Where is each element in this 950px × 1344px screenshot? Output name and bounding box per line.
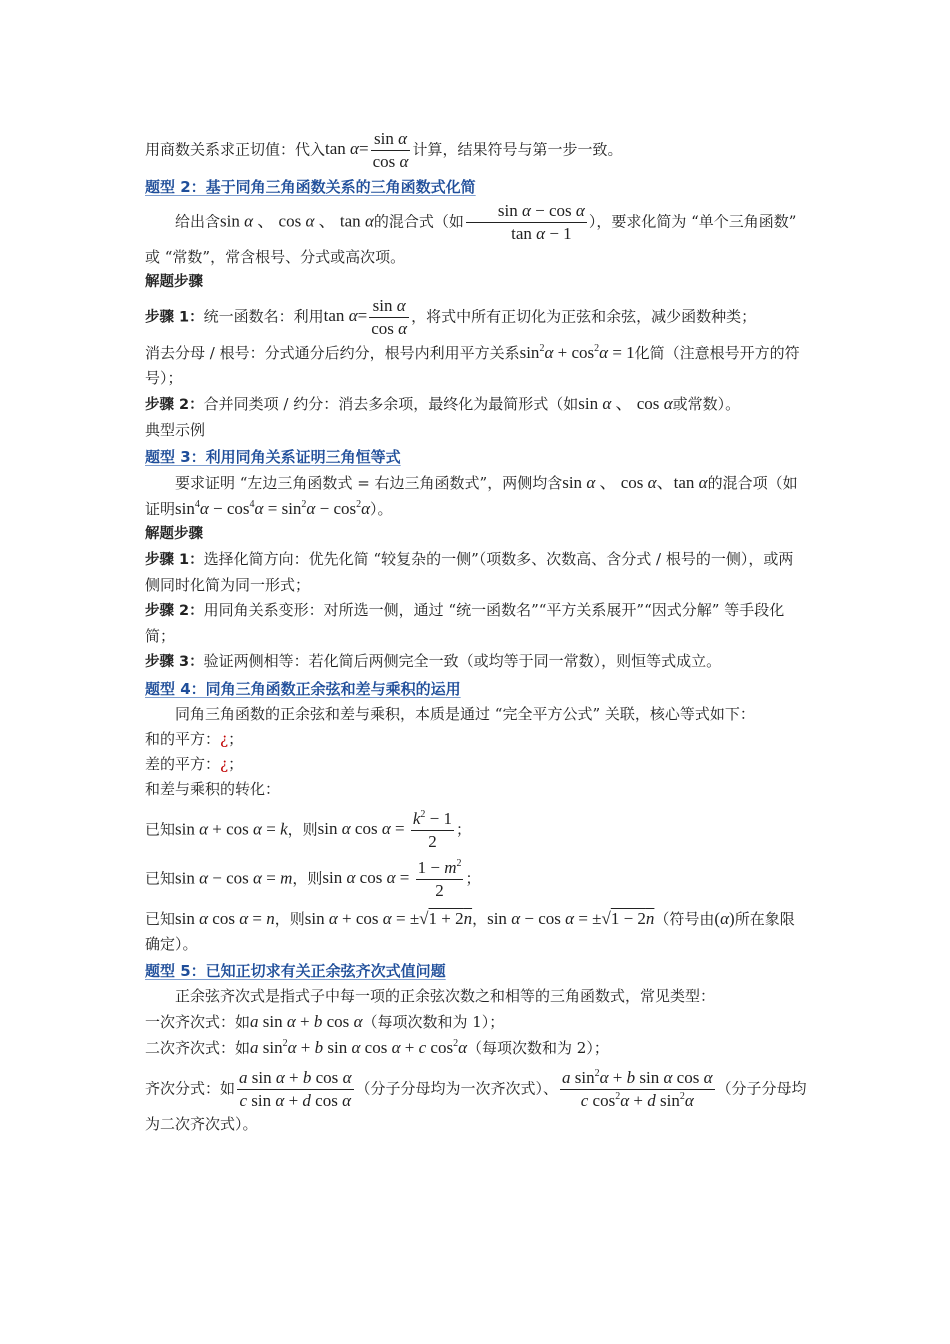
formula: a $\sin^2\alpha + b$ sin α cos α + c $\cos^2\alpha$ xyxy=(250,1038,468,1057)
t4-known-3: 已知sin α cos α = n，则sin α + cos α = ±√1 + 2n，sin α − cos α = ±√1 − 2n（符号由(α)所在象限确定）。 xyxy=(145,909,795,953)
steps-label: 解题步骤 xyxy=(145,274,203,290)
formula: sin α 、 cos α、tan α xyxy=(562,473,708,492)
formula: $\frac{\text{sin α − cos α}}{\text{tan α − 1}}$ xyxy=(464,211,589,230)
t2-step-1b: 消去分母 / 根号：分式通分后约分，根号内利用平方关系$\sin^2\alpha + \cos^2\alpha = 1$化简（注意根号开方的符号）； xyxy=(145,343,800,387)
formula: sin α − cos α = m xyxy=(175,868,293,888)
t3-step-1: 步骤 1：选择化简方向：优先化简 “较复杂的一侧”（项数多、次数高、含分式 / 根号的一侧），或两侧同时化简为同一形式； xyxy=(145,550,794,594)
section-heading-3: 题型 3：利用同角关系证明三角恒等式 xyxy=(145,448,401,466)
formula: a sin α + b cos α xyxy=(250,1012,363,1031)
formula: sin α cos α = $\frac{1 - m^2}{2}$ xyxy=(322,858,462,900)
t5-line-3: 齐次分式：如 $\frac{\text{a sin α + b cos α}}{\text{c sin α + d cos α}}$ （分子分母均为一次齐次式）、 $\frac{a \sin^2\alpha + b \sin \alpha \cos \alpha}{c \cos^2\alpha + d \sin^2\alpha}$ （分子分母均为二次齐次式）。 xyxy=(145,1068,807,1133)
t4-diff-square: 差的平方：¿； xyxy=(145,755,244,773)
formula: $\frac{a \sin^2\alpha + b \sin \alpha \cos \alpha}{c \cos^2\alpha + d \sin^2\alpha}$ xyxy=(562,1068,713,1110)
t3-description: 要求证明 “左边三角函数式 = 右边三角函数式”，两侧均含sin α 、 cos α、tan α的混合项（如证明$\sin^4\alpha - \cos^4\alpha = \sin^2\alpha - \cos^2\alpha$）。 xyxy=(145,473,798,518)
t4-description: 同角三角函数的正余弦和差与乘积，本质是通过 “完全平方公式” 关联，核心等式如下： xyxy=(175,705,755,723)
formula: sin α − cos α = ±√1 − 2n xyxy=(487,909,655,928)
t2-step-2: 步骤 2：合并同类项 / 约分：消去多余项，最终化为最简形式（如sin α 、 cos α或常数）。 xyxy=(145,394,741,413)
formula: sin α + cos α = k xyxy=(175,819,288,839)
t4-conversion: 和差与乘积的转化： xyxy=(145,780,281,798)
t3-step-3: 步骤 3：验证两侧相等：若化简后两侧完全一致（或均等于同一常数），则恒等式成立。 xyxy=(145,652,722,670)
section-heading-5: 题型 5：已知正切求有关正余弦齐次式值问题 xyxy=(145,962,446,980)
formula: $\sin^4\alpha - \cos^4\alpha = \sin^2\alpha - \cos^2\alpha$ xyxy=(175,499,371,518)
section-heading-2: 题型 2：基于同角三角函数关系的三角函数式化简 xyxy=(145,178,476,196)
t2-description: 给出含sin α 、 cos α 、 tan α的混合式（如 $\frac{\text{sin α − cos α}}{\text{tan α − 1}}$ ），要求化简为 “单个三角函数” 或 “常数”，常含根号、分式或高次项。 xyxy=(145,201,797,266)
formula: sin α cos α = n xyxy=(175,909,275,928)
example-label: 典型示例 xyxy=(145,421,206,439)
t5-description: 正余弦齐次式是指式子中每一项的正余弦次数之和相等的三角函数式，常见类型： xyxy=(175,987,716,1005)
formula: sin α + cos α = ±√1 + 2n xyxy=(304,909,473,928)
formula: (α) xyxy=(714,909,735,928)
t5-line-2: 二次齐次式：如a $\sin^2\alpha + b$ sin α cos α + c $\cos^2\alpha$（每项次数和为 2）； xyxy=(145,1038,609,1057)
formula: sin α cos α = $\frac{k^2 - 1}{2}$ xyxy=(317,809,453,851)
t4-sum-square: 和的平方：¿； xyxy=(145,730,244,748)
document-page xyxy=(145,128,807,1137)
t5-line-1: 一次齐次式：如a sin α + b cos α（每项次数和为 1）； xyxy=(145,1012,505,1031)
formula: tan α= $\frac{\text{sin α}}{\text{cos α}}$ xyxy=(323,296,408,338)
formula: $\frac{\text{a sin α + b cos α}}{\text{c sin α + d cos α}}$ xyxy=(239,1068,352,1110)
section-heading-4: 题型 4：同角三角函数正余弦和差与乘积的运用 xyxy=(145,680,461,698)
t3-step-2: 步骤 2：用同角关系变形：对所选一侧，通过 “统一函数名”“平方关系展开”“因式分解” 等手段化简； xyxy=(145,601,785,645)
formula: sin α 、 cos α xyxy=(578,394,673,413)
intro-line: 用商数关系求正切值：代入tan α= $\frac{\text{sin α}}{\text{cos α}}$ 计算，结果符号与第一步一致。 xyxy=(145,129,623,171)
t4-known-1: 已知sin α + cos α = k，则sin α cos α = $\frac{k^2 - 1}{2}$ ； xyxy=(145,809,472,851)
formula: tan α= $\frac{\text{sin α}}{\text{cos α}}$ xyxy=(325,129,409,171)
t4-known-2: 已知sin α − cos α = m，则sin α cos α = $\frac{1 - m^2}{2}$ ； xyxy=(145,858,481,900)
steps-label: 解题步骤 xyxy=(145,526,203,542)
formula: sin α 、 cos α 、 tan α xyxy=(220,211,374,231)
t2-step-1: 步骤 1：统一函数名：利用tan α= $\frac{\text{sin α}}{\text{cos α}}$ ，将式中所有正切化为正弦和余弦，减少函数种类； xyxy=(145,296,757,338)
formula: $\sin^2\alpha + \cos^2\alpha = 1$ xyxy=(519,343,635,362)
